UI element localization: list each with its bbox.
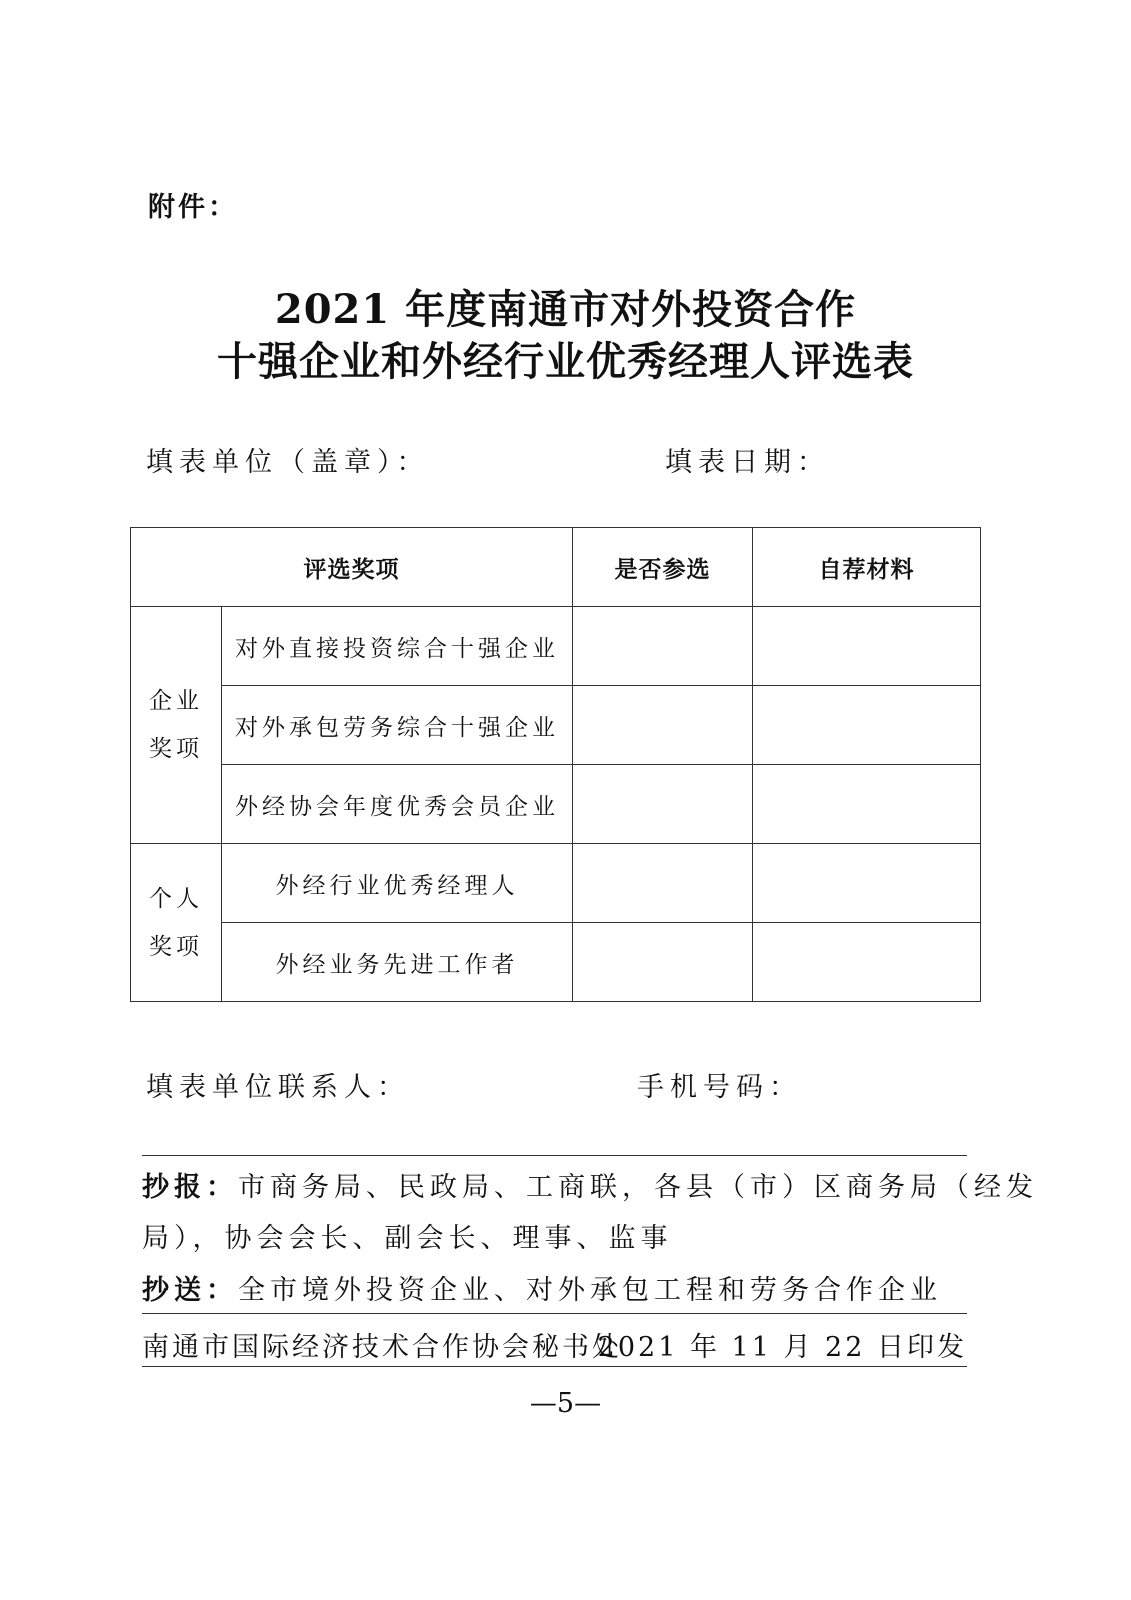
page-title-line-1: 2021 年度南通市对外投资合作 <box>274 286 857 333</box>
issue-footer <box>142 1325 967 1364</box>
materials-cell[interactable] <box>753 765 981 844</box>
cc-report-text: 市商务局、民政局、工商联，各县（市）区商务局（经发 <box>238 1172 1038 1203</box>
category-label: 个人 <box>149 885 203 912</box>
header-participate: 是否参选 <box>573 528 753 607</box>
participate-cell[interactable] <box>573 844 753 923</box>
fill-unit-label: 填表单位（盖章）： <box>146 447 430 478</box>
materials-cell[interactable] <box>753 923 981 1002</box>
award-name: 对外承包劳务综合十强企业 <box>222 686 573 765</box>
attachment-label: 附件： <box>148 192 238 223</box>
materials-cell[interactable] <box>753 607 981 686</box>
table-header-row <box>131 528 981 607</box>
table-row <box>131 923 981 1002</box>
issuer: 南通市国际经济技术合作协会秘书处 <box>142 1332 622 1363</box>
issue-date: 2021 年 11 月 22 日印发 <box>597 1332 967 1363</box>
enterprise-category-cell <box>131 607 222 844</box>
divider <box>142 1313 967 1314</box>
category-label: 奖项 <box>149 736 203 762</box>
participate-cell[interactable] <box>573 923 753 1002</box>
award-name: 外经业务先进工作者 <box>222 923 573 1002</box>
participate-cell[interactable] <box>573 765 753 844</box>
cc-report <box>142 1162 1038 1214</box>
cc-send <box>142 1265 942 1317</box>
selection-table <box>130 527 981 1002</box>
materials-cell[interactable] <box>753 686 981 765</box>
divider <box>142 1366 967 1367</box>
page-number: —5— <box>529 1388 602 1419</box>
header-materials: 自荐材料 <box>753 528 981 607</box>
table-row <box>131 607 981 686</box>
materials-cell[interactable] <box>753 844 981 923</box>
contact-label: 填表单位联系人： <box>146 1072 410 1103</box>
cc-report-continued <box>142 1213 673 1265</box>
category-label: 企业 <box>149 688 203 714</box>
fill-date-label: 填表日期： <box>665 447 830 478</box>
individual-category-cell <box>131 844 222 1002</box>
page-title-line-2: 十强企业和外经行业优秀经理人评选表 <box>217 338 914 385</box>
award-name: 对外直接投资综合十强企业 <box>222 607 573 686</box>
participate-cell[interactable] <box>573 686 753 765</box>
cc-report-text-2: 局），协会会长、副会长、理事、监事 <box>142 1223 673 1254</box>
cc-send-text: 全市境外投资企业、对外承包工程和劳务合作企业 <box>238 1275 942 1306</box>
cc-report-label: 抄报： <box>142 1172 238 1203</box>
award-name: 外经行业优秀经理人 <box>222 844 573 923</box>
cc-send-label: 抄送： <box>142 1275 238 1306</box>
table-row <box>131 686 981 765</box>
header-award: 评选奖项 <box>131 528 573 607</box>
table-row <box>131 765 981 844</box>
phone-label: 手机号码： <box>637 1072 802 1103</box>
category-label: 奖项 <box>149 933 203 960</box>
award-name: 外经协会年度优秀会员企业 <box>222 765 573 844</box>
participate-cell[interactable] <box>573 607 753 686</box>
table-row <box>131 844 981 923</box>
divider <box>142 1155 967 1156</box>
